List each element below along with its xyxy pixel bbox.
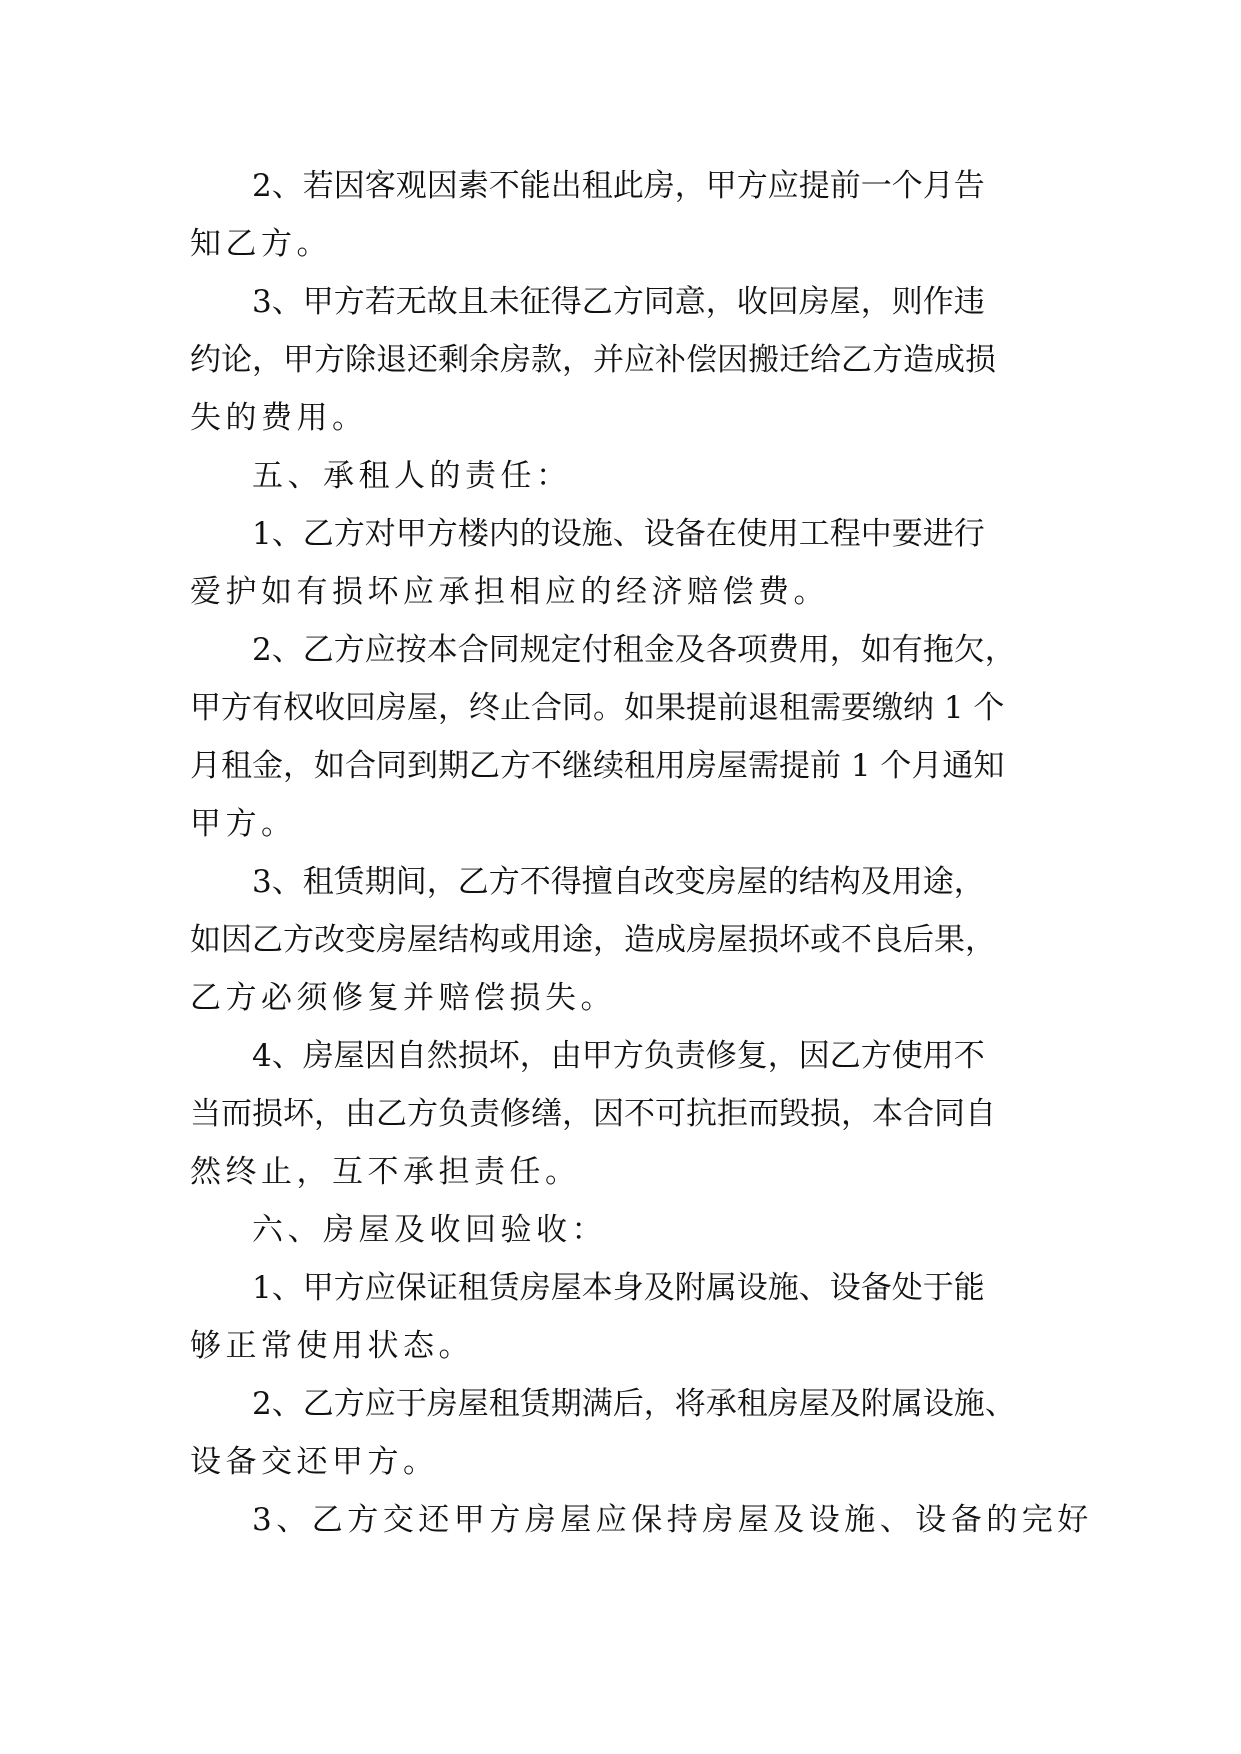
paragraph-line: 六、房屋及收回验收： xyxy=(252,1212,607,1248)
paragraph-line: 然终止，互不承担责任。 xyxy=(190,1154,581,1190)
paragraph-line: 乙方必须修复并赔偿损失。 xyxy=(190,980,616,1016)
paragraph-line: 如因乙方改变房屋结构或用途，造成房屋损坏或不良后果， xyxy=(190,922,996,958)
paragraph xyxy=(190,1491,1093,1549)
paragraph-line: 3、乙方交还甲方房屋应保持房屋及设施、设备的完好 xyxy=(252,1502,1093,1538)
paragraph-line: 2、乙方应于房屋租赁期满后，将承租房屋及附属设施、 xyxy=(252,1386,1016,1422)
paragraph xyxy=(190,273,1052,447)
paragraph-line: 2、若因客观因素不能出租此房，甲方应提前一个月告 xyxy=(252,168,985,204)
paragraph-line: 3、租赁期间，乙方不得擅自改变房屋的结构及用途， xyxy=(252,864,985,900)
paragraph-line: 甲方有权收回房屋，终止合同。如果提前退租需要缴纳 1 个 xyxy=(190,690,1005,726)
paragraph-line: 当而损坏，由乙方负责修缮，因不可抗拒而毁损，本合同自 xyxy=(190,1096,996,1132)
paragraph xyxy=(190,853,1052,1027)
paragraph-line: 1、甲方应保证租赁房屋本身及附属设施、设备处于能 xyxy=(252,1270,985,1306)
paragraph-line: 知乙方。 xyxy=(190,226,332,262)
paragraph xyxy=(190,1259,1052,1375)
paragraph-line: 五、承租人的责任： xyxy=(252,458,572,494)
paragraph xyxy=(190,447,1052,505)
paragraph-line: 月租金，如合同到期乙方不继续租用房屋需提前 1 个月通知 xyxy=(190,748,1005,784)
paragraph xyxy=(190,1201,1052,1259)
paragraph-line: 设备交还甲方。 xyxy=(190,1444,439,1480)
paragraph xyxy=(190,1375,1052,1491)
paragraph-line: 3、甲方若无故且未征得乙方同意，收回房屋，则作违 xyxy=(252,284,985,320)
paragraph-line: 够正常使用状态。 xyxy=(190,1328,474,1364)
paragraph xyxy=(190,1027,1052,1201)
paragraph-line: 爱护如有损坏应承担相应的经济赔偿费。 xyxy=(190,574,829,610)
document-body xyxy=(190,157,1093,1549)
paragraph-line: 甲方。 xyxy=(190,806,297,842)
paragraph-line: 失的费用。 xyxy=(190,400,368,436)
paragraph xyxy=(190,157,1052,273)
paragraph-line: 1、乙方对甲方楼内的设施、设备在使用工程中要进行 xyxy=(252,516,985,552)
paragraph-line: 4、房屋因自然损坏，由甲方负责修复，因乙方使用不 xyxy=(252,1038,985,1074)
paragraph xyxy=(190,505,1052,621)
paragraph-line: 2、乙方应按本合同规定付租金及各项费用，如有拖欠， xyxy=(252,632,1016,668)
paragraph xyxy=(190,621,1052,853)
paragraph-line: 约论，甲方除退还剩余房款，并应补偿因搬迁给乙方造成损 xyxy=(190,342,996,378)
